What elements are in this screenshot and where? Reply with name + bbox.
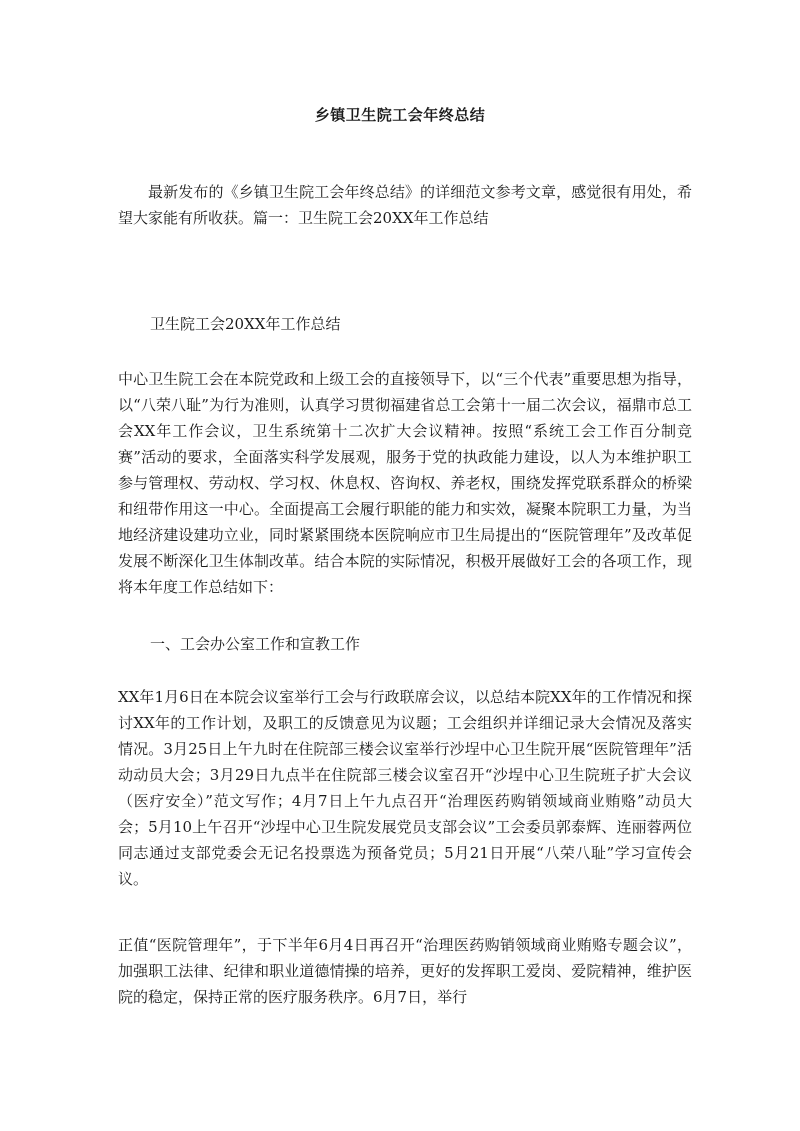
intro-paragraph: 最新发布的《乡镇卫生院工会年终总结》的详细范文参考文章，感觉很有用处，希望大家能有所收获。篇一：卫生院工会20XX年工作总结 — [118, 183, 692, 227]
section-heading-1: 一、工会办公室工作和宣教工作 — [150, 635, 361, 653]
body-paragraph-1: 中心卫生院工会在本院党政和上级工会的直接领导下，以“三个代表”重要思想为指导，以“八荣八耻”为行为准则，认真学习贯彻福建省总工会第十一届二次会议，福鼎市总工会XX年工作会议，卫生系统第十二次扩大会议精神。按照“系统工会工作百分制竞赛”活动的要求，全面落实科学发展观，服务于党的执政能力建设，以人为本维护职工参与管理权、劳动权、学习权、休息权、咨询权、养老权，围绕发挥党联系群众的桥梁和纽带作用这一中心。全面提高工会履行职能的能力和实效，凝聚本院职工力量，为当地经济建设建功立业，同时紧紧围绕本医院响应市卫生局提出的“医院管理年”及改革促发展不断深化卫生体制改革。结合本院的实际情况，积极开展做好工会的各项工作，现将本年度工作总结如下： — [118, 370, 692, 596]
body-paragraph-2: XX年1月6日在本院会议室举行工会与行政联席会议，以总结本院XX年的工作情况和探讨XX年的工作计划，及职工的反馈意见为议题；工会组织并详细记录大会情况及落实情况。3月25日上午九时在住院部三楼会议室举行沙埕中心卫生院开展“医院管理年”活动动员大会；3月29日九点半在住院部三楼会议室召开“沙埕中心卫生院班子扩大会议（医疗安全）”范文写作；4月7日上午九点召开“治理医药购销领域商业贿赂”动员大会；5月10上午召开“沙埕中心卫生院发展党员支部会议”工会委员郭泰辉、连丽蓉两位同志通过支部党委会无记名投票选为预备党员；5月21日开展“八荣八耻”学习宣传会议。 — [118, 688, 692, 888]
document-title: 乡镇卫生院工会年终总结 — [314, 106, 486, 124]
subtitle: 卫生院工会20XX年工作总结 — [150, 315, 341, 333]
body-paragraph-3: 正值“医院管理年”，于下半年6月4日再召开“治理医药购销领域商业贿赂专题会议”，加强职工法律、纪律和职业道德情操的培养，更好的发挥职工爱岗、爱院精神，维护医院的稳定，保持正常的医疗服务秩序。6月7日，举行 — [118, 936, 692, 1006]
